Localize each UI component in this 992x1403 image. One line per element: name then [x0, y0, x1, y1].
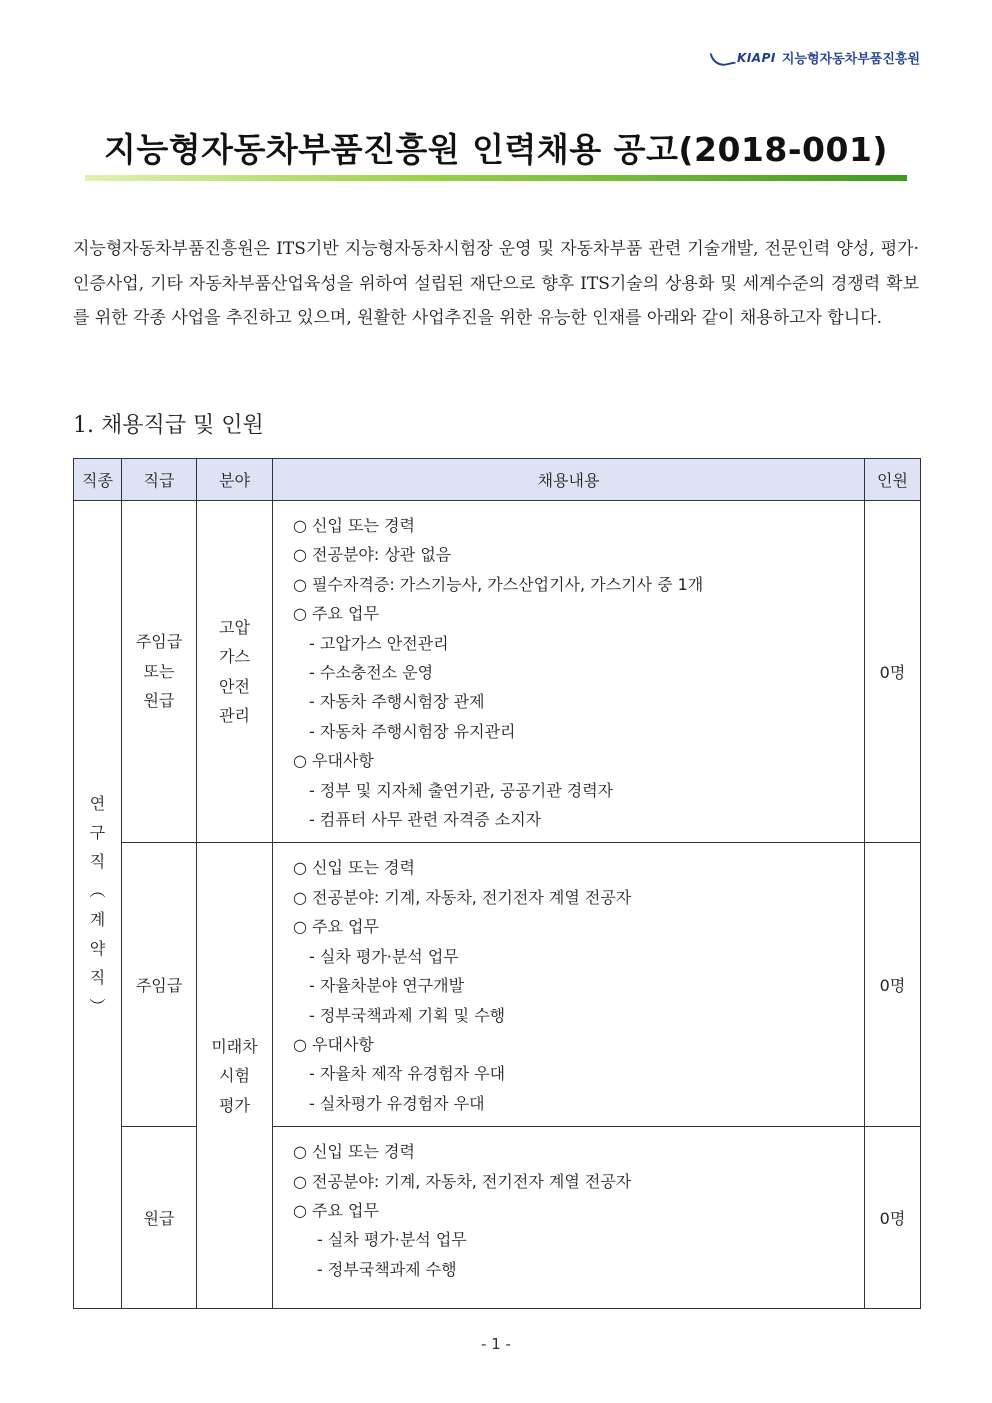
intro-paragraph: 지능형자동차부품진흥원은 ITS기반 지능형자동차시험장 운영 및 자동차부품 관련 기술개발, 전문인력 양성, 평가·인증사업, 기타 자동차부품산업육성을 위하여 설립된 재단으로 향후 ITS기술의 상용화 및 세계수준의 경쟁력 확보를 위한 각종 사업을 추진하고 있으며, 원활한 사업추진을 위한 유능한 인재를 아래와 같이 채용하고자 합니다. — [73, 239, 919, 328]
content-line: - 수소충전소 운영 — [309, 663, 434, 683]
table-row — [74, 843, 921, 1127]
content-line: ○ 신입 또는 경력 — [293, 858, 415, 878]
job-type-char: 약 — [89, 938, 106, 958]
content-line: - 고압가스 안전관리 — [309, 633, 449, 653]
content-line: - 컴퓨터 사무 관련 자격증 소지자 — [309, 810, 542, 830]
field-line: 평가 — [219, 1095, 250, 1115]
content-line: - 정부국책과제 기획 및 수행 — [309, 1005, 506, 1025]
logo-swoosh-icon — [710, 47, 737, 68]
field-line: 시험 — [219, 1066, 250, 1086]
content-line: ○ 전공분야: 상관 없음 — [293, 545, 452, 565]
header-field: 분야 — [197, 459, 273, 501]
content-line: ○ 주요 업무 — [293, 917, 379, 937]
field-line: 관리 — [219, 706, 250, 726]
content-line: - 실차평가 유경험자 우대 — [309, 1093, 485, 1113]
document-title: 지능형자동차부품진흥원 인력채용 공고(2018-001) — [104, 130, 888, 169]
field-cell — [197, 501, 273, 843]
content-line: - 실차 평가·분석 업무 — [309, 946, 459, 966]
field-cell — [197, 843, 273, 1309]
content-line: ○ 전공분야: 기계, 자동차, 전기전자 계열 전공자 — [293, 887, 632, 907]
logo-mark — [711, 50, 776, 66]
job-type-char: ︵ — [89, 880, 106, 900]
grade-cell: 주임급 — [122, 843, 197, 1127]
grade-cell: 원급 — [122, 1127, 197, 1309]
content-line: ○ 우대사항 — [293, 751, 374, 771]
content-cell — [273, 1127, 865, 1309]
count-cell: 0명 — [865, 843, 921, 1127]
field-line: 안전 — [219, 676, 250, 696]
content-line: ○ 필수자격증: 가스기능사, 가스산업기사, 가스기사 중 1개 — [293, 574, 704, 594]
content-line: ○ 전공분야: 기계, 자동차, 전기전자 계열 전공자 — [293, 1171, 632, 1191]
job-type-char: 구 — [89, 822, 106, 842]
job-type-char: 직 — [89, 851, 106, 871]
header-grade: 직급 — [122, 459, 197, 501]
count-cell: 0명 — [865, 501, 921, 843]
job-type-char: 연 — [89, 793, 106, 813]
count-cell: 0명 — [865, 1127, 921, 1309]
field-line: 가스 — [219, 647, 250, 667]
job-type-char: 계 — [89, 909, 106, 929]
content-cell — [273, 501, 865, 843]
content-line: - 자동차 주행시험장 유지관리 — [309, 721, 516, 741]
content-line: - 자동차 주행시험장 관제 — [309, 692, 485, 712]
section-title: 1. 채용직급 및 인원 — [73, 413, 264, 438]
grade-line: 또는 — [143, 661, 175, 681]
field-line: 고압 — [219, 617, 250, 637]
grade-cell — [122, 501, 197, 843]
content-cell — [273, 843, 865, 1127]
content-line: ○ 우대사항 — [293, 1034, 374, 1054]
page-number: - 1 - — [481, 1335, 511, 1353]
content-line: - 정부 및 지자체 출연기관, 공공기관 경력자 — [309, 780, 614, 800]
field-line: 미래차 — [211, 1036, 258, 1056]
header-content: 채용내용 — [273, 459, 865, 501]
content-line: - 실차 평가·분석 업무 — [317, 1230, 467, 1250]
logo-text: KIAPI — [737, 50, 776, 65]
table-row — [74, 501, 921, 843]
content-line: ○ 주요 업무 — [293, 604, 379, 624]
recruitment-table — [73, 458, 921, 1309]
content-line: ○ 신입 또는 경력 — [293, 516, 415, 535]
job-type-char: 직 — [89, 967, 106, 987]
title-underline — [85, 175, 907, 181]
content-line: ○ 신입 또는 경력 — [293, 1142, 415, 1162]
kiapi-logo — [711, 48, 920, 67]
job-type-char: ︶ — [89, 996, 106, 1016]
org-name: 지능형자동차부품진흥원 — [781, 52, 920, 67]
content-line: - 자율차분야 연구개발 — [309, 976, 465, 996]
table-header-row — [74, 459, 921, 501]
content-line: ○ 주요 업무 — [293, 1200, 379, 1220]
header-job-type: 직종 — [74, 459, 122, 501]
header-count: 인원 — [865, 459, 921, 501]
content-line: - 정부국책과제 수행 — [317, 1259, 457, 1279]
grade-line: 원급 — [143, 691, 175, 711]
job-type-cell — [74, 501, 122, 1309]
grade-line: 주임급 — [135, 632, 183, 652]
document-title-block — [85, 128, 907, 181]
content-line: - 자율차 제작 유경험자 우대 — [309, 1064, 506, 1084]
